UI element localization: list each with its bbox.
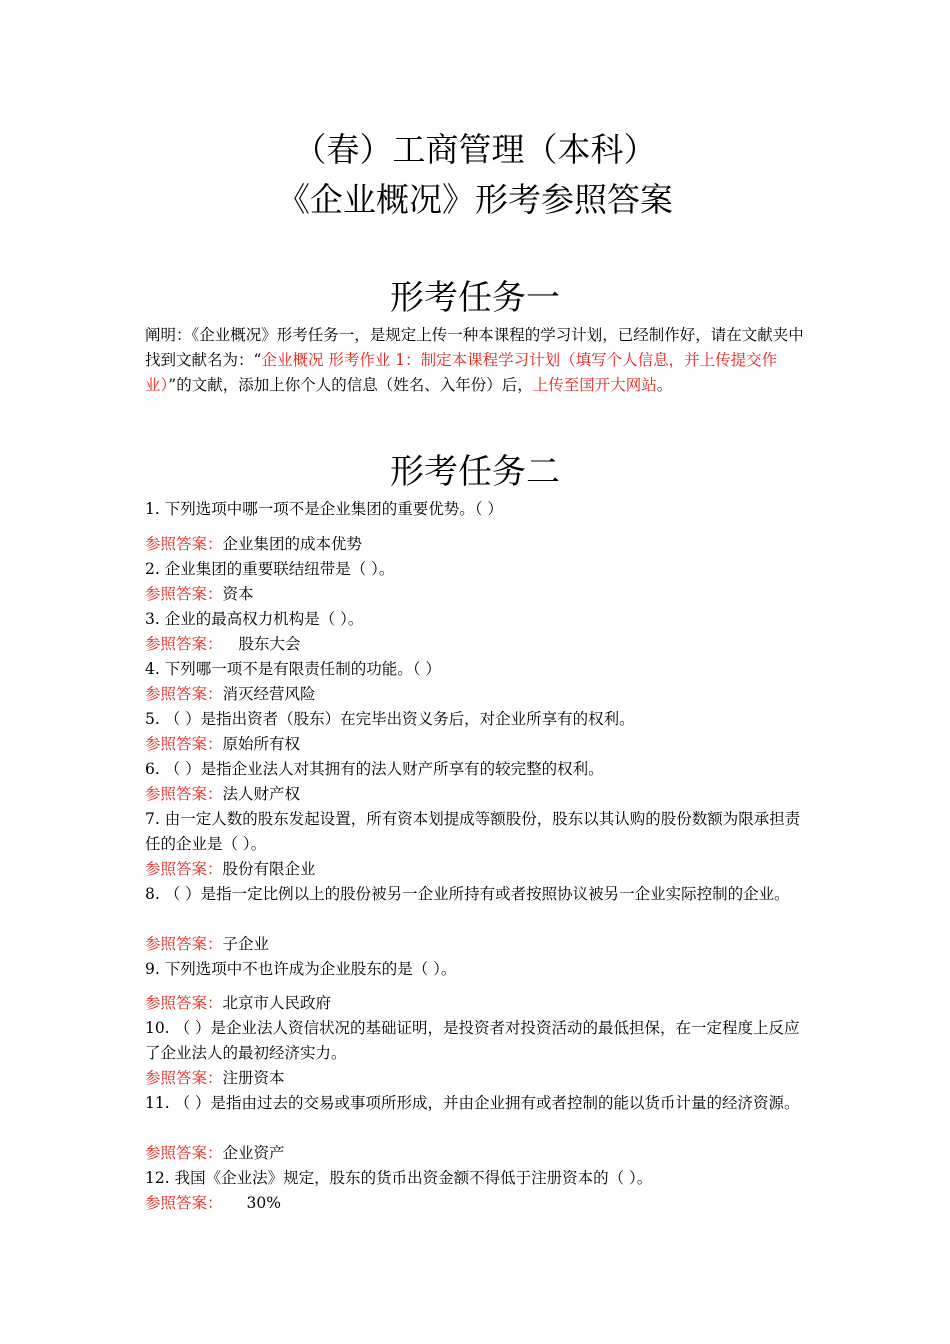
answer-label: 参照答案：	[145, 860, 223, 878]
question-11: 11. （ ）是指由过去的交易或事项所形成，并由企业拥有或者控制的能以货币计量的经济资源。	[145, 1094, 800, 1112]
answer-value: 法人财产权	[222, 785, 301, 803]
answer-11	[145, 1141, 810, 1166]
answer-8	[145, 932, 810, 957]
answer-value: 北京市人民政府	[222, 994, 332, 1012]
task1-note-prefix: 阐明：《企业概况》形考任务一，是规定上传一种本课程的学习计划，已经制作好，请在文献夹中找到文献名为：“	[145, 326, 804, 369]
answer-value: 注册资本	[222, 1069, 285, 1087]
question-1: 1. 下列选项中哪一项不是企业集团的重要优势。（ ）	[145, 500, 503, 518]
answer-6	[145, 782, 810, 807]
answer-value: 子企业	[222, 935, 270, 953]
document-title-line-2: 《企业概况》形考参照答案	[277, 180, 673, 219]
answer-label: 参照答案：	[145, 1194, 223, 1212]
task1-heading: 形考任务一	[390, 278, 560, 318]
question-8: 8. （ ）是指一定比例以上的股份被另一企业所持有或者按照协议被另一企业实际控制的企业。	[145, 885, 790, 903]
question-3: 3. 企业的最高权力机构是（ ）。	[145, 610, 364, 628]
question-9: 9. 下列选项中不也许成为企业股东的是（ ）。	[145, 960, 457, 978]
task1-note	[145, 323, 810, 398]
document-title-line-1: （春）工商管理（本科）	[293, 130, 657, 169]
answer-label: 参照答案：	[145, 735, 223, 753]
answer-label: 参照答案：	[145, 585, 223, 603]
answer-3	[145, 632, 810, 657]
answer-value: 企业资产	[222, 1144, 285, 1162]
answer-value: 原始所有权	[222, 735, 301, 753]
question-10: 10. （ ）是企业法人资信状况的基础证明，是投资者对投资活动的最低担保，在一定程度上反应了企业法人的最初经济实力。	[145, 1019, 800, 1062]
answer-value: 资本	[222, 585, 254, 603]
question-7: 7. 由一定人数的股东发起设置，所有资本划提成等额股份，股东以其认购的股份数额为限承担责任的企业是（ ）。	[145, 810, 801, 853]
answer-label: 参照答案：	[145, 685, 223, 703]
answer-9	[145, 991, 810, 1016]
answer-7	[145, 857, 810, 882]
answer-label: 参照答案：	[145, 1069, 223, 1087]
answer-label: 参照答案：	[145, 935, 223, 953]
answer-label: 参照答案：	[145, 635, 223, 653]
question-6: 6. （ ）是指企业法人对其拥有的法人财产所享有的较完整的权利。	[145, 760, 604, 778]
answer-4	[145, 682, 810, 707]
task1-note-end: 。	[656, 376, 673, 394]
question-4: 4. 下列哪一项不是有限责任制的功能。（ ）	[145, 660, 441, 678]
answer-2	[145, 582, 810, 607]
answer-12	[145, 1191, 810, 1216]
answer-value: 股东大会	[238, 635, 301, 653]
answer-label: 参照答案：	[145, 1144, 223, 1162]
answer-label: 参照答案：	[145, 994, 223, 1012]
question-12: 12. 我国《企业法》规定，股东的货币出资金额不得低于注册资本的（ ）。	[145, 1169, 653, 1187]
answer-value: 企业集团的成本优势	[222, 535, 363, 553]
task1-note-middle: ”的文献，添加上你个人的信息（姓名、入年份）后，	[168, 376, 533, 394]
question-5: 5. （ ）是指出资者（股东）在完毕出资义务后，对企业所享有的权利。	[145, 710, 635, 728]
answer-label: 参照答案：	[145, 535, 223, 553]
question-2: 2. 企业集团的重要联结纽带是（ ）。	[145, 560, 395, 578]
answer-1	[145, 532, 810, 557]
answer-label: 参照答案：	[145, 785, 223, 803]
task1-note-upload: 上传至国开大网站	[532, 376, 657, 394]
task2-heading: 形考任务二	[390, 452, 560, 492]
answer-value: 消灭经营风险	[222, 685, 316, 703]
task1-note-filename: 企业概况 形考作业 1：制定本课程学习计划（填写个人信息，并上传提交作业）	[145, 351, 778, 394]
answer-5	[145, 732, 810, 757]
answer-value: 30%	[246, 1194, 281, 1212]
answer-10	[145, 1066, 810, 1091]
answer-value: 股份有限企业	[222, 860, 316, 878]
